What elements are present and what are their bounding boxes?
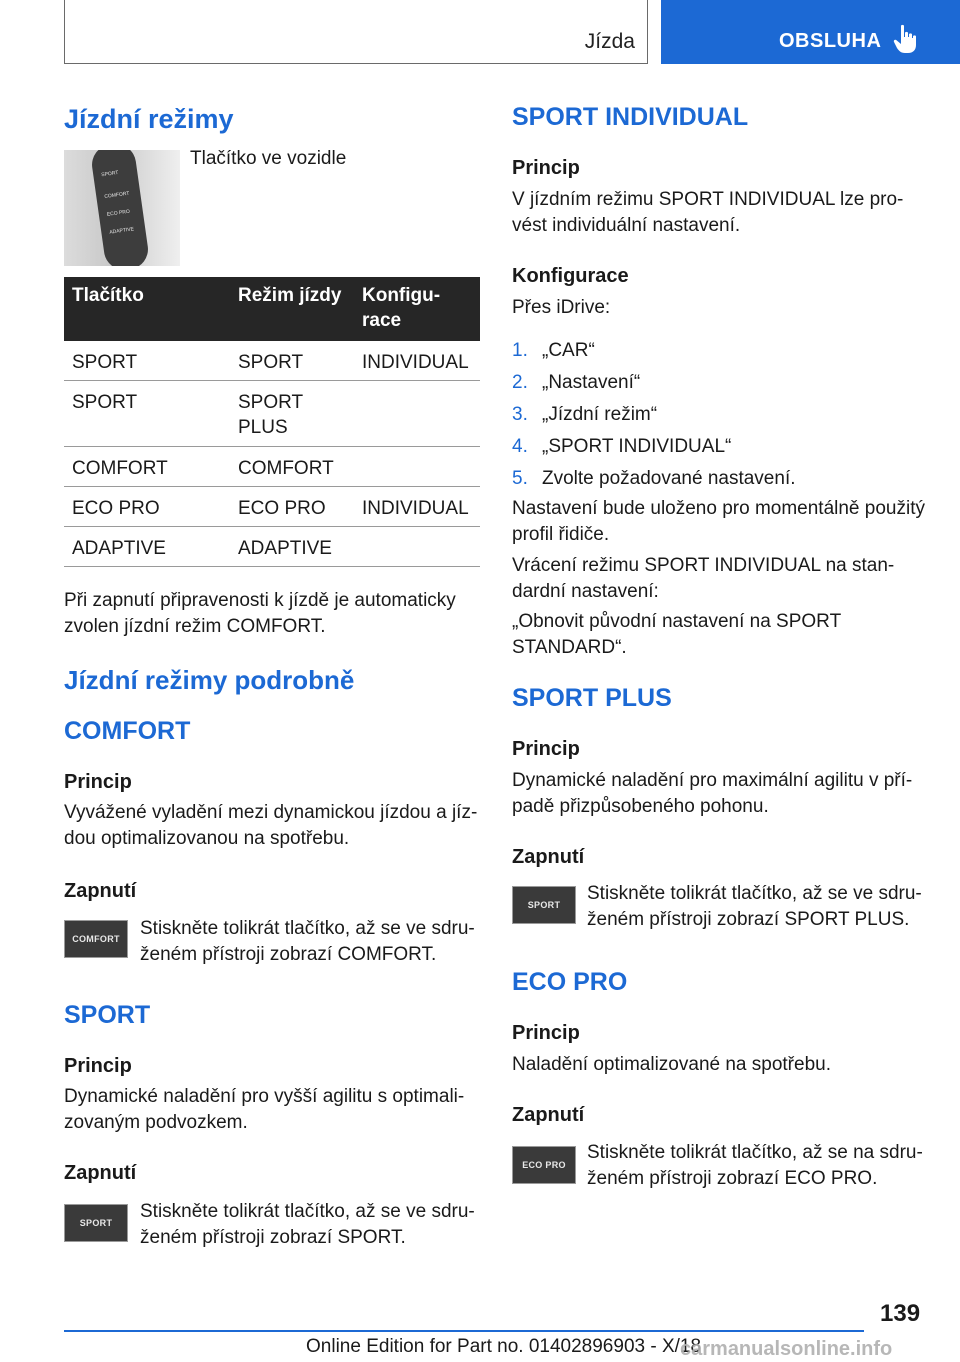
table-row bbox=[64, 447, 480, 487]
watermark: carmanualsonline.info bbox=[680, 1338, 893, 1360]
table-row bbox=[64, 381, 480, 447]
header-section-title: Jízda bbox=[584, 30, 635, 53]
details-title: Jízdní režimy podrobně bbox=[64, 665, 355, 695]
sport-plus-activate-text: Stiskněte tolikrát tlačítko, až se ve sdru- ženém přístroji zobrazí SPORT PLUS. bbox=[587, 883, 922, 930]
sport-individual-title: SPORT INDIVIDUAL bbox=[512, 103, 749, 131]
list-item bbox=[512, 402, 796, 434]
reset-path: „Obnovit původní nastavení na SPORT STANDARD“. bbox=[512, 611, 842, 658]
page-number: 139 bbox=[880, 1300, 921, 1327]
comfort-button-image bbox=[64, 920, 128, 958]
comfort-activate-label: Zapnutí bbox=[64, 880, 137, 902]
header-chapter-tab bbox=[661, 0, 960, 64]
eco-pro-principle-label: Princip bbox=[512, 1022, 580, 1044]
comfort-button-image-label: COMFORT bbox=[72, 934, 120, 944]
step-text: „CAR“ bbox=[542, 340, 595, 361]
step-text: „SPORT INDIVIDUAL“ bbox=[542, 436, 732, 457]
table-cell: COMFORT bbox=[238, 458, 334, 479]
table-row bbox=[64, 527, 480, 567]
footer-divider bbox=[64, 1330, 864, 1332]
sport-button-image bbox=[64, 1204, 128, 1242]
driving-mode-switch-panel bbox=[89, 150, 150, 266]
sport-individual-config-intro: Přes iDrive: bbox=[512, 297, 611, 318]
footer-edition: Online Edition for Part no. 01402896903 - X/18 bbox=[306, 1336, 702, 1357]
step-number: 1. bbox=[512, 340, 528, 361]
table-cell: ECO PRO bbox=[72, 498, 160, 519]
sport-principle-label: Princip bbox=[64, 1055, 132, 1077]
table-cell bbox=[354, 456, 480, 478]
sport-plus-button-image-label: SPORT bbox=[527, 900, 561, 910]
sport-principle-text: Dynamické naladění pro vyšší agilitu s optimali- zovaným podvozkem. bbox=[64, 1086, 465, 1133]
table-header-button: Tlačítko bbox=[72, 285, 144, 306]
step-number: 2. bbox=[512, 372, 528, 393]
sport-plus-principle-label: Princip bbox=[512, 738, 580, 760]
list-item bbox=[512, 338, 796, 370]
step-text: „Jízdní režim“ bbox=[542, 404, 658, 425]
sport-individual-config-label: Konfigurace bbox=[512, 265, 629, 287]
eco-pro-title: ECO PRO bbox=[512, 968, 628, 996]
photo-label-eco-pro: ECO PRO bbox=[106, 208, 131, 218]
step-text: „Nastavení“ bbox=[542, 372, 641, 393]
eco-pro-button-image-label: ECO PRO bbox=[522, 1160, 566, 1170]
startup-note: Při zapnutí připravenosti k jízdě je automaticky zvolen jízdní režim COMFORT. bbox=[64, 590, 456, 637]
saved-note: Nastavení bude uloženo pro momentálně použitý profil řidiče. bbox=[512, 498, 925, 545]
comfort-principle-label: Princip bbox=[64, 771, 132, 793]
driving-modes-table bbox=[64, 277, 480, 567]
eco-pro-activate-label: Zapnutí bbox=[512, 1104, 585, 1126]
table-cell: INDIVIDUAL bbox=[362, 352, 469, 373]
sport-plus-principle-text: Dynamické naladění pro maximální agilitu v pří- padě přizpůsobeného pohonu. bbox=[512, 770, 913, 817]
list-item bbox=[512, 434, 796, 466]
table-header-mode: Režim jízdy bbox=[238, 285, 342, 306]
table-cell: COMFORT bbox=[72, 458, 168, 479]
page-title: Jízdní režimy bbox=[64, 104, 234, 134]
table-cell: ECO PRO bbox=[238, 498, 326, 519]
table-cell: SPORT bbox=[238, 352, 304, 373]
button-caption: Tlačítko ve vozidle bbox=[190, 148, 347, 169]
table-cell: INDIVIDUAL bbox=[362, 498, 469, 519]
comfort-principle-text: Vyvážené vyladění mezi dynamickou jízdou a jíz- dou optimalizovanou na spotřebu. bbox=[64, 802, 478, 849]
sport-plus-button-image bbox=[512, 886, 576, 924]
table-cell: ADAPTIVE bbox=[72, 538, 166, 559]
table-header-config: Konfigu- race bbox=[362, 285, 441, 331]
sport-activate-text: Stiskněte tolikrát tlačítko, až se ve sdru- ženém přístroji zobrazí SPORT. bbox=[140, 1201, 475, 1248]
table-cell: SPORT bbox=[72, 392, 138, 413]
photo-label-adaptive: ADAPTIVE bbox=[109, 226, 135, 236]
reset-note: Vrácení režimu SPORT INDIVIDUAL na stan- dardní nastavení: bbox=[512, 555, 895, 602]
table-cell bbox=[354, 390, 480, 438]
table-cell: SPORT PLUS bbox=[238, 392, 304, 438]
table-cell: ADAPTIVE bbox=[238, 538, 332, 559]
vehicle-button-photo bbox=[64, 150, 180, 266]
eco-pro-activate-text: Stiskněte tolikrát tlačítko, až se na sdru- ženém přístroji zobrazí ECO PRO. bbox=[587, 1142, 923, 1189]
list-item bbox=[512, 370, 796, 402]
comfort-activate-text: Stiskněte tolikrát tlačítko, až se ve sdru- ženém přístroji zobrazí COMFORT. bbox=[140, 918, 475, 965]
list-item bbox=[512, 466, 796, 498]
photo-label-sport: SPORT bbox=[100, 169, 119, 179]
step-number: 5. bbox=[512, 468, 528, 489]
sport-activate-label: Zapnutí bbox=[64, 1162, 137, 1184]
sport-plus-activate-label: Zapnutí bbox=[512, 846, 585, 868]
config-steps-list bbox=[512, 338, 796, 498]
step-number: 3. bbox=[512, 404, 528, 425]
sport-individual-principle-label: Princip bbox=[512, 157, 580, 179]
comfort-title: COMFORT bbox=[64, 717, 191, 745]
sport-button-image-label: SPORT bbox=[79, 1218, 113, 1228]
step-number: 4. bbox=[512, 436, 528, 457]
photo-label-comfort: COMFORT bbox=[104, 190, 130, 201]
table-row bbox=[64, 341, 480, 381]
sport-plus-title: SPORT PLUS bbox=[512, 684, 672, 712]
step-text: Zvolte požadované nastavení. bbox=[542, 468, 796, 489]
sport-individual-principle-text: V jízdním režimu SPORT INDIVIDUAL lze pro- vést individuální nastavení. bbox=[512, 189, 904, 236]
sport-title: SPORT bbox=[64, 1001, 151, 1029]
table-cell: SPORT bbox=[72, 352, 138, 373]
hand-pointer-icon bbox=[893, 24, 919, 54]
header-section-box bbox=[64, 0, 648, 64]
table-row bbox=[64, 487, 480, 527]
eco-pro-principle-text: Naladění optimalizované na spotřebu. bbox=[512, 1054, 831, 1075]
eco-pro-button-image bbox=[512, 1146, 576, 1184]
table-header-row bbox=[64, 277, 480, 341]
header-chapter-label: OBSLUHA bbox=[779, 30, 882, 52]
table-cell bbox=[354, 536, 480, 558]
